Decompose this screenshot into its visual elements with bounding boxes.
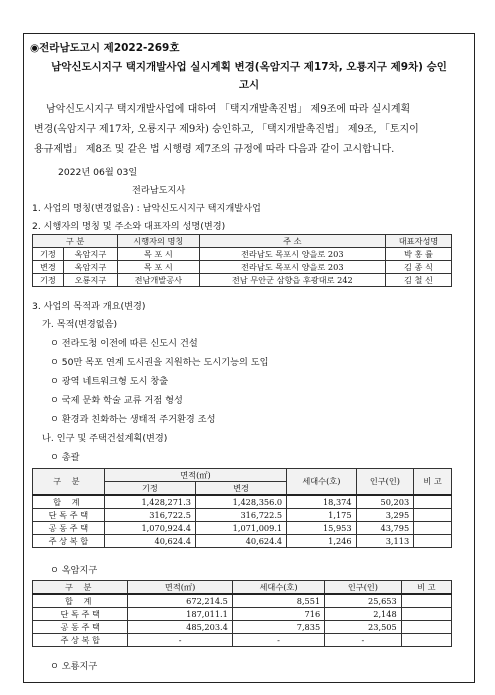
note bbox=[401, 621, 451, 634]
table-row bbox=[33, 621, 452, 634]
area-old: 1,428,271.3 bbox=[104, 495, 195, 509]
area-new: 1,428,356.0 bbox=[195, 495, 286, 509]
population: - bbox=[325, 634, 402, 647]
operators-table bbox=[32, 234, 452, 287]
section-1: 1. 사업의 명칭(변경없음) : 남악신도시지구 택지개발사업 bbox=[32, 203, 261, 214]
op-header-category: 구 분 bbox=[33, 235, 118, 248]
op-status: 기정 bbox=[33, 274, 64, 287]
op-operator: 목 포 시 bbox=[118, 248, 200, 261]
population: 43,795 bbox=[356, 522, 414, 535]
households: 8,551 bbox=[232, 594, 324, 608]
population: 23,505 bbox=[325, 621, 402, 634]
total-h-note: 비 고 bbox=[414, 469, 452, 496]
table-row bbox=[33, 248, 452, 261]
op-rep: 김 종 식 bbox=[386, 261, 452, 274]
note bbox=[414, 535, 452, 548]
intro-line-2: 변경(옥암지구 제17차, 오룡지구 제9차) 승인하고, 「택지개발촉진법」 제9조, 「토지이 bbox=[34, 124, 419, 135]
op-address: 전라남도 목포시 양을로 203 bbox=[199, 248, 385, 261]
area: - bbox=[128, 634, 232, 647]
total-h-area-old: 기정 bbox=[104, 482, 195, 496]
okam-h-area: 면적(㎡) bbox=[128, 581, 232, 595]
households: 1,175 bbox=[287, 509, 356, 522]
okam-heading: ㅇ 옥암지구 bbox=[50, 565, 98, 576]
intro-line-3: 용규제법」 제8조 및 같은 법 시행령 제7조의 규정에 따라 다음과 같이 고시합니다. bbox=[34, 144, 395, 155]
section-3: 3. 사업의 목적과 개요(변경) bbox=[32, 301, 146, 312]
note bbox=[414, 509, 452, 522]
op-header-address: 주 소 bbox=[199, 235, 385, 248]
table-row bbox=[33, 495, 452, 509]
plan-heading: 나. 인구 및 주택건설계획(변경) bbox=[42, 433, 168, 444]
notice-date: 2022년 06월 03일 bbox=[58, 167, 138, 178]
notice-number: ◉전라남도고시 제2022-269호 bbox=[30, 42, 180, 54]
note bbox=[414, 495, 452, 509]
area: 485,203.4 bbox=[128, 621, 232, 634]
op-address: 전라남도 목포시 양을로 203 bbox=[199, 261, 385, 274]
table-row bbox=[33, 509, 452, 522]
households: - bbox=[232, 634, 324, 647]
okam-table bbox=[32, 580, 452, 647]
total-heading: ㅇ 총괄 bbox=[50, 452, 80, 463]
row-label: 공 동 주 택 bbox=[33, 621, 128, 634]
area-old: 316,722.5 bbox=[104, 509, 195, 522]
op-header-rep: 대표자성명 bbox=[386, 235, 452, 248]
op-status: 변경 bbox=[33, 261, 64, 274]
op-district: 옥암지구 bbox=[63, 248, 117, 261]
purpose-item: ㅇ 50만 목포 연계 도시권을 지원하는 도시기능의 도입 bbox=[50, 357, 269, 368]
area-new: 1,071,009.1 bbox=[195, 522, 286, 535]
op-status: 기정 bbox=[33, 248, 64, 261]
area: 187,011.1 bbox=[128, 608, 232, 621]
op-rep: 김 철 신 bbox=[386, 274, 452, 287]
households: 7,835 bbox=[232, 621, 324, 634]
okam-h-category: 구 분 bbox=[33, 581, 128, 595]
row-label: 공 동 주 택 bbox=[33, 522, 105, 535]
row-label: 주 상 복 합 bbox=[33, 535, 105, 548]
population: 50,203 bbox=[356, 495, 414, 509]
area: 672,214.5 bbox=[128, 594, 232, 608]
section-2: 2. 시행자의 명칭 및 주소와 대표자의 성명(변경) bbox=[32, 221, 226, 232]
total-h-area: 면적(㎡) bbox=[104, 469, 286, 482]
row-label: 합 계 bbox=[33, 495, 105, 509]
purpose-item: ㅇ 국제 문화 학술 교류 거점 형성 bbox=[50, 395, 183, 406]
households: 716 bbox=[232, 608, 324, 621]
population: 3,113 bbox=[356, 535, 414, 548]
table-row bbox=[33, 594, 452, 608]
population: 2,148 bbox=[325, 608, 402, 621]
op-address: 전남 무안군 삼향읍 후광대로 242 bbox=[199, 274, 385, 287]
note bbox=[414, 522, 452, 535]
table-row bbox=[33, 634, 452, 647]
notice-title: 남악신도시지구 택지개발사업 실시계획 변경(옥암지구 제17차, 오룡지구 제9차) 승인 고시 bbox=[51, 61, 447, 91]
issuer: 전라남도지사 bbox=[132, 185, 186, 196]
op-operator: 목 포 시 bbox=[118, 261, 200, 274]
area-new: 316,722.5 bbox=[195, 509, 286, 522]
oryong-heading: ㅇ 오룡지구 bbox=[50, 661, 98, 672]
area-old: 1,070,924.4 bbox=[104, 522, 195, 535]
row-label: 합 계 bbox=[33, 594, 128, 608]
area-old: 40,624.4 bbox=[104, 535, 195, 548]
row-label: 단 독 주 택 bbox=[33, 509, 105, 522]
table-row bbox=[33, 535, 452, 548]
total-h-households: 세대수(호) bbox=[287, 469, 356, 496]
population: 3,295 bbox=[356, 509, 414, 522]
population: 25,653 bbox=[325, 594, 402, 608]
notice-frame bbox=[23, 33, 475, 683]
row-label: 단 독 주 택 bbox=[33, 608, 128, 621]
op-district: 옥암지구 bbox=[63, 261, 117, 274]
okam-h-population: 인구(인) bbox=[325, 581, 402, 595]
purpose-heading: 가. 목적(변경없음) bbox=[42, 319, 118, 330]
table-row bbox=[33, 608, 452, 621]
total-h-category: 구 분 bbox=[33, 469, 105, 496]
op-header-name: 시행자의 명칭 bbox=[118, 235, 200, 248]
table-row bbox=[33, 274, 452, 287]
note bbox=[401, 634, 451, 647]
purpose-item: ㅇ 전라도청 이전에 따른 신도시 건설 bbox=[50, 338, 198, 349]
table-row bbox=[33, 261, 452, 274]
okam-h-households: 세대수(호) bbox=[232, 581, 324, 595]
intro-line-1: 남악신도시지구 택지개발사업에 대하여 「택지개발촉진법」 제9조에 따라 실시계획 bbox=[46, 104, 411, 115]
total-h-area-new: 변경 bbox=[195, 482, 286, 496]
total-h-population: 인구(인) bbox=[356, 469, 414, 496]
op-district: 오룡지구 bbox=[63, 274, 117, 287]
purpose-item: ㅇ 광역 네트워크형 도시 창출 bbox=[50, 376, 169, 387]
area-new: 40,624.4 bbox=[195, 535, 286, 548]
row-label: 주 상 복 합 bbox=[33, 634, 128, 647]
note bbox=[401, 608, 451, 621]
households: 1,246 bbox=[287, 535, 356, 548]
okam-h-note: 비 고 bbox=[401, 581, 451, 595]
op-rep: 박 홍 률 bbox=[386, 248, 452, 261]
total-table bbox=[32, 468, 452, 548]
note bbox=[401, 594, 451, 608]
households: 15,953 bbox=[287, 522, 356, 535]
purpose-item: ㅇ 환경과 친화하는 생태적 주거환경 조성 bbox=[50, 414, 216, 425]
table-row bbox=[33, 522, 452, 535]
households: 18,374 bbox=[287, 495, 356, 509]
op-operator: 전남개발공사 bbox=[118, 274, 200, 287]
